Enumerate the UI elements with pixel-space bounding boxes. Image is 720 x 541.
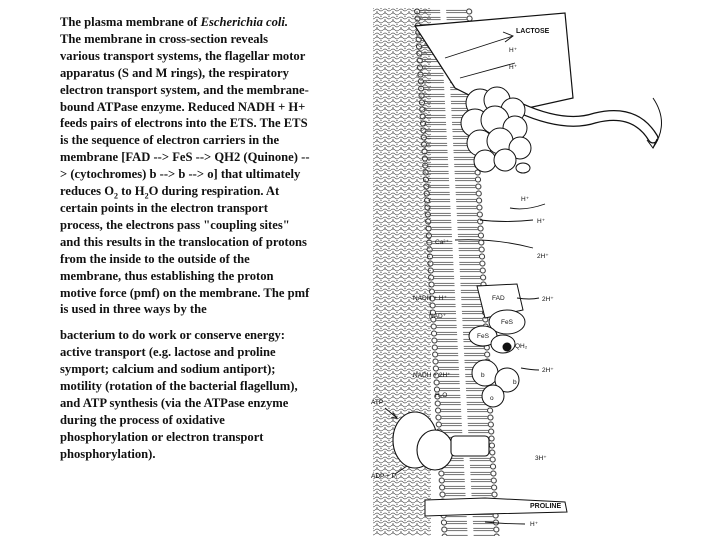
p1-text-a: The plasma membrane of — [60, 15, 201, 29]
label-proline: PROLINE — [530, 503, 562, 510]
paragraph-1 — [60, 14, 310, 318]
p1-text-b: The membrane in cross-section reveals various transport systems, the flagellar motor apparatus (S and M rings), the respiratory electron transport system, and the membrane-bound ATPase enzyme. Reduced NADH + H+ feeds pairs of electrons into the ETS. The ETS is the sequence of electron carriers in the membrane [FAD --> FeS --> QH2 (Quinone) --> (cytochromes) b --> b --> o] that ultimately reduces O — [60, 31, 310, 199]
label-lactose: LACTOSE — [516, 28, 550, 35]
label-b-2: b — [513, 379, 517, 386]
p1-text-d: O during respiration. At certain points in the electron transport process, the electrons pass "coupling sites" and this results in the translocation of protons from the inside to the outside of the membrane, thus establishing the proton motive force (pmf) on the membrane. The pmf is used in three ways by the — [60, 184, 310, 317]
subscript-o2: 2 — [114, 191, 118, 201]
label-nadh-2h: NADH + 2H⁺ — [413, 372, 451, 379]
description-text — [60, 14, 310, 463]
label-ca: Ca²⁺ — [435, 239, 449, 246]
label-h-mid-1: H⁺ — [521, 196, 530, 203]
label-2h-ets: 2H⁺ — [542, 296, 554, 303]
paragraph-2: bacterium to do work or conserve energy: active transport (e.g. lactose and proline symport; calcium and sodium antiport); motility (rotation of the bacterial flagellum), and ATP synthesis (via the ATPase enzyme during the process of oxidative phosphorylation or electron transport phosphorylation). — [60, 328, 298, 461]
label-h-mid-2: H⁺ — [537, 218, 546, 225]
label-nadh: NADH + H⁺ — [413, 295, 447, 302]
quinone-dot — [503, 343, 512, 352]
label-fes-2: FeS — [477, 333, 489, 340]
label-b-1: b — [481, 372, 485, 379]
label-h-top-2: H⁺ — [509, 64, 518, 71]
label-2h-lower: 2H⁺ — [542, 367, 554, 374]
label-adp: ADP + Pᵢ — [371, 473, 398, 480]
membrane-svg — [335, 8, 715, 536]
label-3h: 3H⁺ — [535, 455, 547, 462]
label-o: o — [490, 395, 494, 402]
label-fad: FAD — [492, 295, 505, 302]
label-h2o: H₂O — [435, 392, 448, 399]
subscript-h2: 2 — [144, 191, 149, 201]
membrane-diagram — [335, 8, 715, 536]
label-h-bottom: H⁺ — [530, 521, 539, 528]
label-h-top-1: H⁺ — [509, 47, 518, 54]
p1-text-c: to H — [118, 184, 145, 199]
label-fes-1: FeS — [501, 319, 513, 326]
label-nad: NAD⁺ — [429, 313, 447, 320]
label-qh: QH₂ — [515, 343, 528, 350]
label-2h-upper: 2H⁺ — [537, 253, 549, 260]
label-atp: ATP — [371, 399, 384, 406]
species-name: Escherichia coli. — [200, 15, 289, 29]
